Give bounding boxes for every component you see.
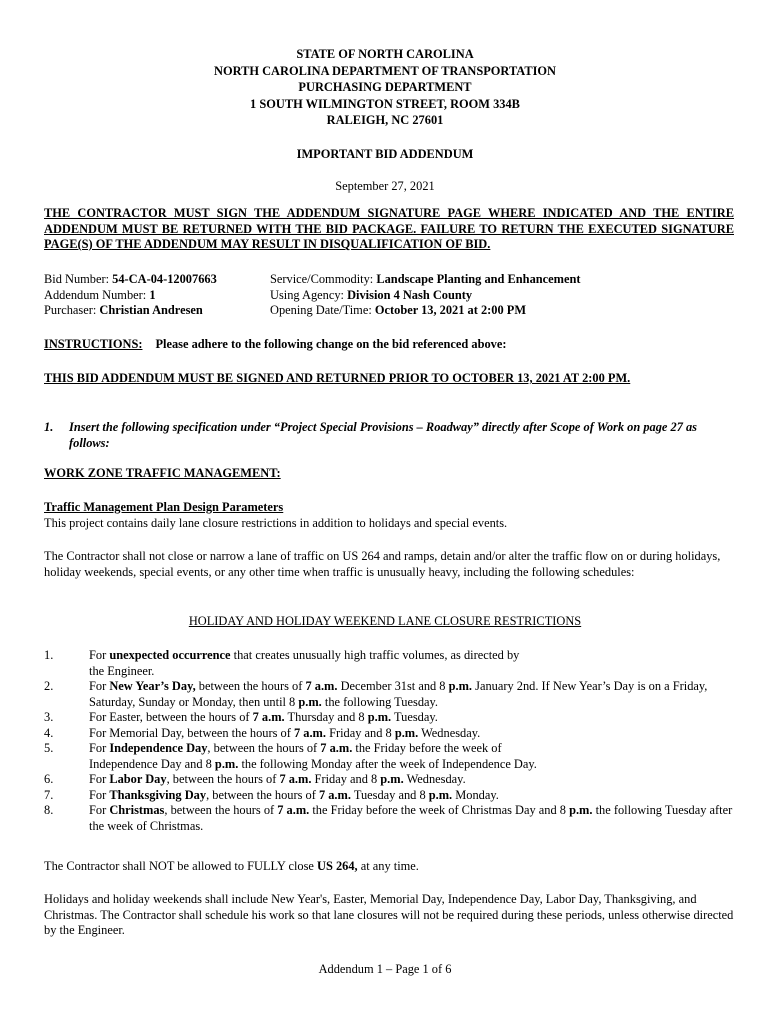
list-item <box>44 648 734 679</box>
bid-info-right <box>270 272 581 319</box>
instructions-label: INSTRUCTIONS: <box>44 337 143 351</box>
header-line: 1 SOUTH WILMINGTON STREET, ROOM 334B <box>250 96 520 111</box>
closure-paragraph: The Contractor shall not close or narrow a lane of traffic on US 264 and ramps, detain and/or alter the traffic flow on or during holidays, holiday weekends, special events, or any other time when traffic is unusually heavy, including the following schedules: <box>44 549 721 579</box>
list-item-number: 5. <box>44 741 54 755</box>
list-item <box>44 679 734 710</box>
list-item-text: For Easter, between the hours of 7 a.m. Thursday and 8 p.m. Tuesday. <box>89 710 438 724</box>
list-item <box>44 741 734 772</box>
document-title: IMPORTANT BID ADDENDUM <box>296 147 474 161</box>
commodity-label: Service/Commodity: <box>270 272 377 286</box>
list-item-number: 8. <box>44 803 54 817</box>
list-item-number: 6. <box>44 772 54 786</box>
spec-text: Insert the following specification under “Project Special Provisions – Roadway” directly after Scope of Work on page 27 as follows: <box>69 420 698 450</box>
work-zone-heading: WORK ZONE TRAFFIC MANAGEMENT: <box>44 466 281 480</box>
full-closure-paragraph <box>44 859 734 875</box>
agency-header <box>0 46 770 129</box>
list-item-number: 4. <box>44 725 54 740</box>
addendum-number-row <box>44 288 217 304</box>
instructions-text: Please adhere to the following change on the bid referenced above: <box>155 337 507 351</box>
opening-value: October 13, 2021 at 2:00 PM <box>374 303 527 317</box>
purchaser-label: Purchaser: <box>44 303 100 317</box>
commodity-value: Landscape Planting and Enhancement <box>376 272 581 286</box>
list-item-text: For Independence Day, between the hours of 7 a.m. the Friday before the week of Independence Day and 8 p.m. the following Monday after the week of Independence Day. <box>89 741 537 771</box>
list-item-text: For Thanksgiving Day, between the hours of 7 a.m. Tuesday and 8 p.m. Monday. <box>89 787 499 802</box>
signature-warning: THE CONTRACTOR MUST SIGN THE ADDENDUM SIGNATURE PAGE WHERE INDICATED AND THE ENTIRE ADDENDUM MUST BE RETURNED WITH THE BID PACKAGE. FAILURE TO RETURN THE EXECUTED SIGNATURE PAGE(S) OF THE ADDENDUM MAY RESULT IN DISQUALIFICATION OF BID. <box>44 206 734 251</box>
purchaser-value: Christian Andresen <box>99 303 203 317</box>
purchaser-row <box>44 303 217 319</box>
instructions <box>44 337 734 353</box>
opening-label: Opening Date/Time: <box>270 303 375 317</box>
spec-number: 1. <box>44 420 54 434</box>
list-item-number: 1. <box>44 648 54 662</box>
bid-number-row <box>44 272 217 288</box>
traffic-plan-section <box>44 500 734 531</box>
full-closure-after: at any time. <box>357 859 419 873</box>
list-item-number: 2. <box>44 679 54 693</box>
list-item-text: For Christmas, between the hours of 7 a.m. the Friday before the week of Christmas Day and 8 p.m. the following Tuesday after the week of Christmas. <box>89 803 733 833</box>
list-item <box>44 803 734 834</box>
full-closure-before: The Contractor shall NOT be allowed to FULLY close <box>44 859 318 873</box>
list-item-number: 7. <box>44 787 54 802</box>
deadline-notice: THIS BID ADDENDUM MUST BE SIGNED AND RETURNED PRIOR TO OCTOBER 13, 2021 AT 2:00 PM. <box>44 371 631 385</box>
bid-info-left <box>44 272 217 319</box>
page-footer: Addendum 1 – Page 1 of 6 <box>318 962 452 976</box>
agency-value: Division 4 Nash County <box>347 287 473 302</box>
holidays-paragraph: Holidays and holiday weekends shall include New Year's, Easter, Memorial Day, Independence Day, Labor Day, Thanksgiving, and Christmas. The Contractor shall schedule his work so that lane closures will not be required during these periods, unless otherwise directed by the Engineer. <box>44 892 734 937</box>
list-item-number: 3. <box>44 710 54 724</box>
list-item-text: For Labor Day, between the hours of 7 a.m. Friday and 8 p.m. Wednesday. <box>89 772 466 786</box>
list-item <box>44 788 734 804</box>
list-item-text: For Memorial Day, between the hours of 7 a.m. Friday and 8 p.m. Wednesday. <box>89 725 481 740</box>
restriction-list <box>44 648 734 834</box>
opening-row <box>270 303 581 319</box>
agency-row <box>270 288 581 304</box>
addendum-number-label: Addendum Number: <box>44 287 150 302</box>
bid-number-value: 54-CA-04-12007663 <box>112 272 217 286</box>
holiday-heading: HOLIDAY AND HOLIDAY WEEKEND LANE CLOSURE RESTRICTIONS <box>188 614 582 628</box>
addendum-number-value: 1 <box>149 287 156 302</box>
bid-number-label: Bid Number: <box>44 272 113 286</box>
list-item <box>44 772 734 788</box>
traffic-plan-heading: Traffic Management Plan Design Parameters <box>44 500 284 514</box>
agency-label: Using Agency: <box>270 287 348 302</box>
full-closure-route: US 264, <box>317 859 358 873</box>
document-date: September 27, 2021 <box>335 179 435 193</box>
list-item <box>44 726 734 742</box>
header-line: STATE OF NORTH CAROLINA <box>296 47 474 61</box>
commodity-row <box>270 272 581 288</box>
list-item <box>44 710 734 726</box>
list-item-text: For unexpected occurrence that creates unusually high traffic volumes, as directed by the Engineer. <box>89 648 520 678</box>
header-line: RALEIGH, NC 27601 <box>326 113 444 127</box>
traffic-plan-text: This project contains daily lane closure restrictions in addition to holidays and special events. <box>44 515 508 530</box>
header-line: NORTH CAROLINA DEPARTMENT OF TRANSPORTATION <box>214 63 556 78</box>
list-item-text: For New Year’s Day, between the hours of 7 a.m. December 31st and 8 p.m. January 2nd. If New Year’s Day is on a Friday, Saturday, Sunday or Monday, then until 8 p.m. the following Tuesday. <box>89 679 708 709</box>
header-line: PURCHASING DEPARTMENT <box>298 80 472 94</box>
